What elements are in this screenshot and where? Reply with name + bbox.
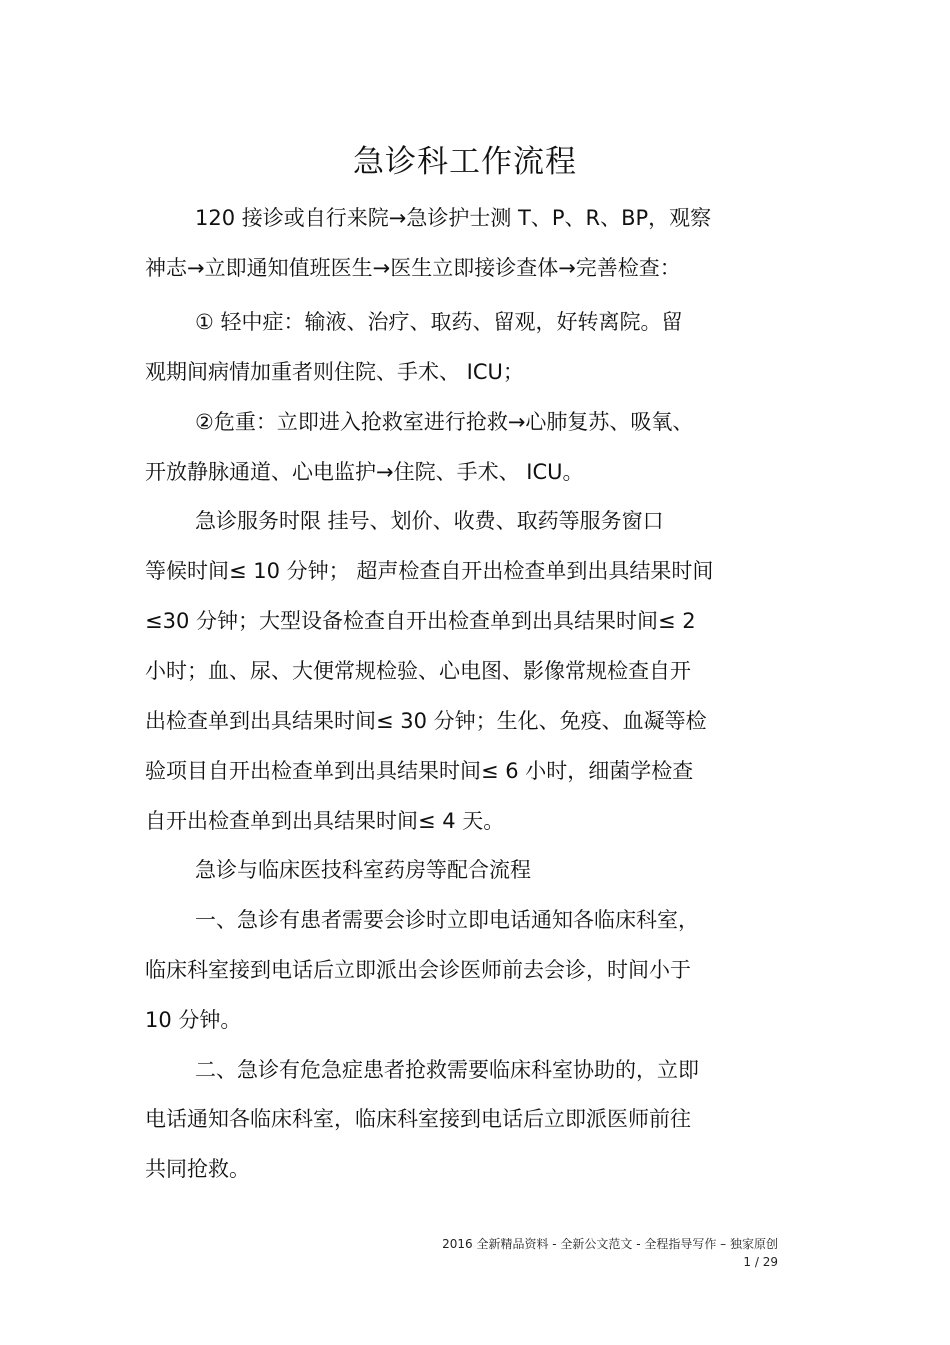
- paragraph-line: 神志→立即通知值班医生→医生立即接诊查体→完善检查：: [145, 256, 681, 280]
- document-title: 急诊科工作流程: [353, 144, 577, 180]
- paragraph-line: 等候时间≤ 10 分钟； 超声检查自开出检查单到出具结果时间: [145, 559, 714, 583]
- paragraph-line: ① 轻中症：输液、治疗、取药、留观，好转离院。留: [195, 310, 683, 334]
- footer-note: 2016 全新精品资料 - 全新公文范文 - 全程指导写作 – 独家原创: [442, 1237, 778, 1251]
- paragraph-line: 观期间病情加重者则住院、手术、 ICU；: [145, 360, 524, 384]
- paragraph-line: 验项目自开出检查单到出具结果时间≤ 6 小时，细菌学检查: [145, 759, 694, 783]
- paragraph-line: 出检查单到出具结果时间≤ 30 分钟；生化、免疫、血凝等检: [145, 709, 707, 733]
- paragraph-line: 120 接诊或自行来院→急诊护士测 T、P、R、BP，观察: [195, 206, 712, 230]
- section-heading: 急诊与临床医技科室药房等配合流程: [195, 858, 531, 882]
- paragraph-line: ≤30 分钟；大型设备检查自开出检查单到出具结果时间≤ 2: [145, 609, 696, 633]
- paragraph-line: ②危重：立即进入抢救室进行抢救→心肺复苏、吸氧、: [195, 410, 694, 434]
- paragraph-line: 开放静脉通道、心电监护→住院、手术、 ICU。: [145, 460, 584, 484]
- paragraph-line: 临床科室接到电话后立即派出会诊医师前去会诊，时间小于: [145, 958, 691, 982]
- paragraph-line: 10 分钟。: [145, 1008, 242, 1032]
- paragraph-line: 小时；血、尿、大便常规检验、心电图、影像常规检查自开: [145, 659, 691, 683]
- paragraph-line: 自开出检查单到出具结果时间≤ 4 天。: [145, 809, 505, 833]
- paragraph-line: 急诊服务时限 挂号、划价、收费、取药等服务窗口: [195, 509, 664, 533]
- paragraph-line: 一、急诊有患者需要会诊时立即电话通知各临床科室，: [195, 908, 699, 932]
- paragraph-line: 共同抢救。: [145, 1157, 250, 1181]
- paragraph-line: 电话通知各临床科室，临床科室接到电话后立即派医师前往: [145, 1107, 691, 1131]
- page-number: 1 / 29: [743, 1255, 778, 1269]
- paragraph-line: 二、急诊有危急症患者抢救需要临床科室协助的，立即: [195, 1058, 699, 1082]
